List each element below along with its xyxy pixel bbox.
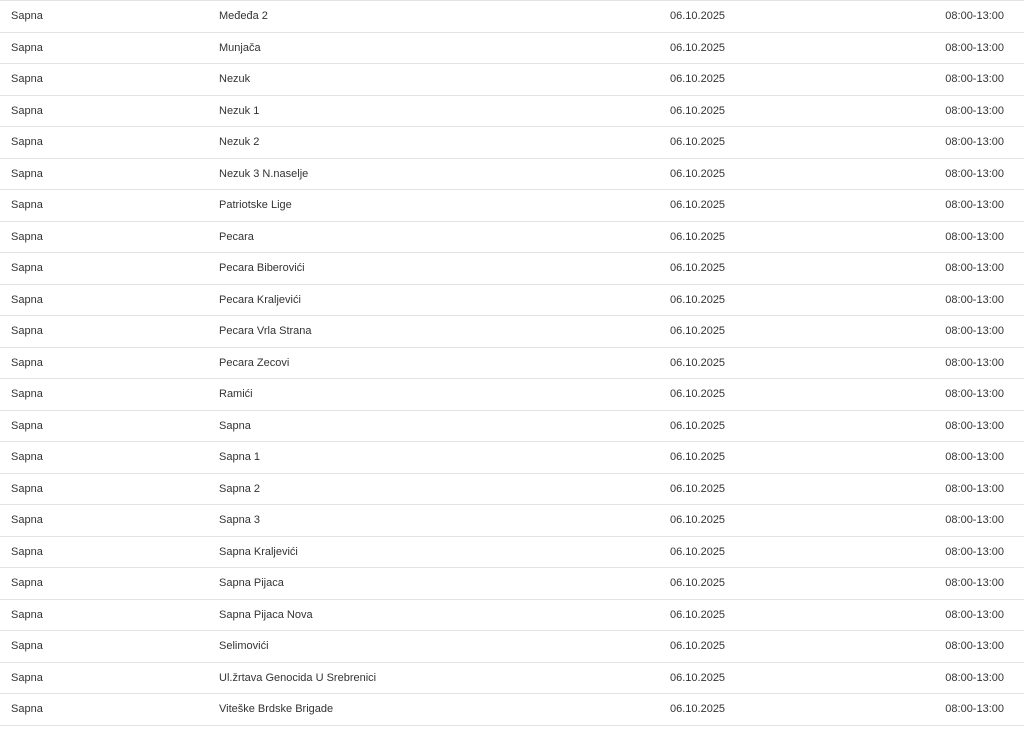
date-cell: 06.10.2025 (670, 545, 726, 558)
table-row (0, 568, 1024, 600)
municipality-cell: Sapna (11, 199, 43, 212)
time-cell: 08:00-13:00 (945, 167, 1004, 180)
time-cell: 08:00-13:00 (945, 703, 1004, 716)
table-row (0, 190, 1024, 222)
location-cell: Nezuk 1 (219, 104, 260, 117)
location-cell: Sapna Pijaca (219, 577, 284, 590)
time-cell: 08:00-13:00 (945, 388, 1004, 401)
time-cell: 08:00-13:00 (945, 356, 1004, 369)
table-row (0, 127, 1024, 159)
table-row (0, 159, 1024, 191)
time-cell: 08:00-13:00 (945, 104, 1004, 117)
table-row (0, 96, 1024, 128)
location-cell: Nezuk 2 (219, 136, 260, 149)
location-cell: Pecara Vrla Strana (219, 325, 312, 338)
location-cell: Sapna 1 (219, 451, 260, 464)
table-row (0, 505, 1024, 537)
time-cell: 08:00-13:00 (945, 640, 1004, 653)
municipality-cell: Sapna (11, 451, 43, 464)
municipality-cell: Sapna (11, 671, 43, 684)
time-cell: 08:00-13:00 (945, 136, 1004, 149)
time-cell: 08:00-13:00 (945, 545, 1004, 558)
municipality-cell: Sapna (11, 73, 43, 86)
table-row (0, 285, 1024, 317)
location-cell: Ul.žrtava Genocida U Srebrenici (219, 671, 377, 684)
municipality-cell: Sapna (11, 577, 43, 590)
date-cell: 06.10.2025 (670, 136, 726, 149)
date-cell: 06.10.2025 (670, 230, 726, 243)
location-cell: Sapna Pijaca Nova (219, 608, 313, 621)
municipality-cell: Sapna (11, 10, 43, 23)
date-cell: 06.10.2025 (670, 451, 726, 464)
table-row (0, 694, 1024, 726)
time-cell: 08:00-13:00 (945, 482, 1004, 495)
date-cell: 06.10.2025 (670, 577, 726, 590)
location-cell: Nezuk 3 N.naselje (219, 167, 309, 180)
municipality-cell: Sapna (11, 325, 43, 338)
date-cell: 06.10.2025 (670, 482, 726, 495)
table-row (0, 631, 1024, 663)
municipality-cell: Sapna (11, 262, 43, 275)
date-cell: 06.10.2025 (670, 419, 726, 432)
location-cell: Pecara Zecovi (219, 356, 290, 369)
table-row (0, 316, 1024, 348)
table-row (0, 1, 1024, 33)
time-cell: 08:00-13:00 (945, 325, 1004, 338)
location-cell: Patriotske Lige (219, 199, 292, 212)
location-cell: Selimovići (219, 640, 269, 653)
location-cell: Munjača (219, 41, 261, 54)
time-cell: 08:00-13:00 (945, 419, 1004, 432)
date-cell: 06.10.2025 (670, 356, 726, 369)
date-cell: 06.10.2025 (670, 73, 726, 86)
municipality-cell: Sapna (11, 545, 43, 558)
location-cell: Nezuk (219, 73, 251, 86)
table-row (0, 411, 1024, 443)
municipality-cell: Sapna (11, 419, 43, 432)
table-row (0, 253, 1024, 285)
time-cell: 08:00-13:00 (945, 41, 1004, 54)
date-cell: 06.10.2025 (670, 104, 726, 117)
time-cell: 08:00-13:00 (945, 671, 1004, 684)
date-cell: 06.10.2025 (670, 167, 726, 180)
date-cell: 06.10.2025 (670, 10, 726, 23)
time-cell: 08:00-13:00 (945, 577, 1004, 590)
municipality-cell: Sapna (11, 104, 43, 117)
date-cell: 06.10.2025 (670, 514, 726, 527)
time-cell: 08:00-13:00 (945, 514, 1004, 527)
table-row (0, 222, 1024, 254)
date-cell: 06.10.2025 (670, 671, 726, 684)
date-cell: 06.10.2025 (670, 388, 726, 401)
time-cell: 08:00-13:00 (945, 230, 1004, 243)
municipality-cell: Sapna (11, 514, 43, 527)
table-row (0, 64, 1024, 96)
date-cell: 06.10.2025 (670, 608, 726, 621)
table-row (0, 537, 1024, 569)
table-row (0, 663, 1024, 695)
time-cell: 08:00-13:00 (945, 73, 1004, 86)
municipality-cell: Sapna (11, 608, 43, 621)
location-cell: Pecara Biberovići (219, 262, 305, 275)
time-cell: 08:00-13:00 (945, 262, 1004, 275)
time-cell: 08:00-13:00 (945, 451, 1004, 464)
table-row (0, 600, 1024, 632)
time-cell: 08:00-13:00 (945, 608, 1004, 621)
time-cell: 08:00-13:00 (945, 10, 1004, 23)
location-cell: Pecara Kraljevići (219, 293, 301, 306)
municipality-cell: Sapna (11, 640, 43, 653)
table-row (0, 379, 1024, 411)
municipality-cell: Sapna (11, 167, 43, 180)
location-cell: Sapna 3 (219, 514, 260, 527)
date-cell: 06.10.2025 (670, 262, 726, 275)
location-cell: Ramići (219, 388, 253, 401)
location-cell: Sapna Kraljevići (219, 545, 298, 558)
location-cell: Sapna (219, 419, 251, 432)
time-cell: 08:00-13:00 (945, 199, 1004, 212)
table-row (0, 348, 1024, 380)
date-cell: 06.10.2025 (670, 199, 726, 212)
date-cell: 06.10.2025 (670, 41, 726, 54)
municipality-cell: Sapna (11, 703, 43, 716)
municipality-cell: Sapna (11, 293, 43, 306)
location-cell: Međeđa 2 (219, 10, 268, 23)
municipality-cell: Sapna (11, 482, 43, 495)
date-cell: 06.10.2025 (670, 293, 726, 306)
location-cell: Pecara (219, 230, 254, 243)
municipality-cell: Sapna (11, 388, 43, 401)
time-cell: 08:00-13:00 (945, 293, 1004, 306)
date-cell: 06.10.2025 (670, 325, 726, 338)
location-cell: Sapna 2 (219, 482, 260, 495)
municipality-cell: Sapna (11, 356, 43, 369)
municipality-cell: Sapna (11, 136, 43, 149)
table-row (0, 442, 1024, 474)
table-row (0, 33, 1024, 65)
location-cell: Viteške Brdske Brigade (219, 703, 334, 716)
date-cell: 06.10.2025 (670, 703, 726, 716)
date-cell: 06.10.2025 (670, 640, 726, 653)
municipality-cell: Sapna (11, 230, 43, 243)
municipality-cell: Sapna (11, 41, 43, 54)
table-row (0, 474, 1024, 506)
